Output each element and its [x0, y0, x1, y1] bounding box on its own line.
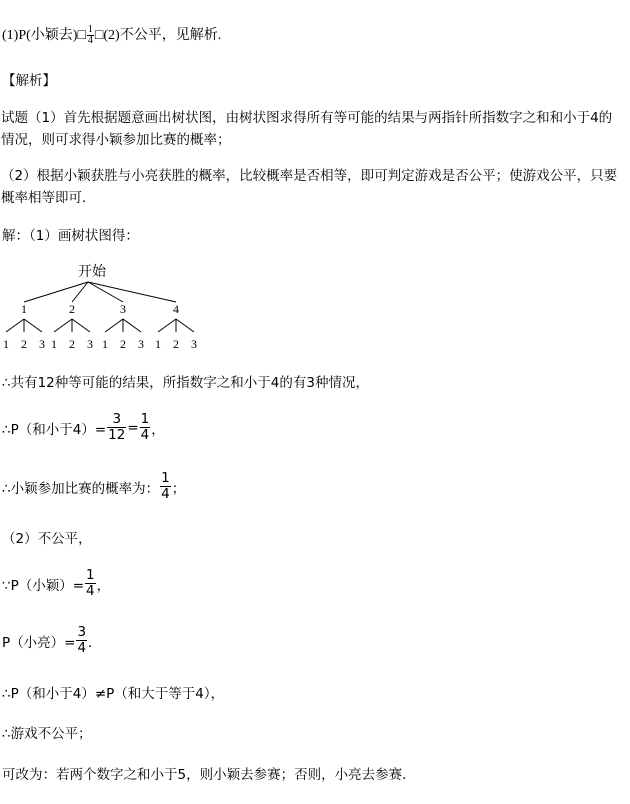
- tree-node-2: 2: [69, 302, 75, 316]
- tree-leaf-3-2: 2: [120, 337, 126, 351]
- solution-line-5: [2, 569, 110, 598]
- fraction-1-4: [160, 472, 171, 501]
- line6-prefix: P（小亮）=: [2, 634, 76, 651]
- solution-line-6: [2, 626, 102, 655]
- line2-prefix: ∴P（和小于4）=: [2, 421, 107, 438]
- placeholder-box: □: [77, 28, 86, 43]
- fraction-numerator: 3: [77, 624, 87, 640]
- fraction-denominator: 4: [87, 35, 93, 47]
- fraction-denominator: 4: [77, 639, 87, 656]
- tree-node-4: 4: [173, 302, 179, 316]
- tree-leaf-3-1: 1: [102, 337, 108, 351]
- tree-branch-4-1: [158, 319, 176, 332]
- placeholder-box: □: [94, 28, 104, 43]
- line3-prefix: ∴小颖参加比赛的概率为：: [2, 480, 160, 497]
- solution-line-9: 可改为：若两个数字之和小于5，则小颖去参赛；否则，小亮去参赛．: [2, 767, 416, 783]
- tree-branch-root-3: [88, 282, 123, 302]
- solution-line-8: ∴游戏不公平；: [2, 726, 92, 742]
- tree-branch-root-1: [24, 282, 88, 302]
- tree-branch-3-3: [123, 319, 141, 332]
- tree-leaf-2-2: 2: [69, 337, 75, 351]
- tree-branches: [6, 282, 194, 332]
- fraction-numerator: 3: [112, 411, 122, 427]
- tree-branch-2-1: [54, 319, 72, 332]
- fraction-denominator: 12: [108, 426, 126, 443]
- tree-node-1: 1: [21, 302, 27, 316]
- fraction-1-4: [140, 413, 151, 442]
- solution-line-4: （2）不公平，: [2, 531, 92, 547]
- tree-leaf-1-2: 2: [21, 337, 27, 351]
- fraction-denominator: 4: [86, 582, 95, 599]
- analysis-paragraph-2: （2）根据小颖获胜与小亮获胜的概率，比较概率是否相等，即可判定游戏是否公平；使游戏公平，只要概率相等即可．: [1, 168, 618, 206]
- tree-diagram: [0, 260, 220, 360]
- fraction-numerator: 1: [140, 411, 150, 427]
- tree-branch-2-3: [72, 319, 90, 332]
- answer-part1-prefix: (1)P(小颖去): [2, 28, 78, 43]
- solution-line-3: [2, 472, 185, 501]
- tree-leaf-4-3: 3: [191, 337, 197, 351]
- line6-suffix: ．: [88, 634, 102, 651]
- tree-leaf-4-2: 2: [173, 337, 179, 351]
- fraction-1-4: [85, 569, 96, 598]
- fraction-numerator: 1: [87, 24, 93, 36]
- tree-leaf-1-1: 1: [3, 337, 9, 351]
- fraction-numerator: 1: [86, 567, 95, 583]
- fraction-denominator: 4: [140, 426, 150, 443]
- solution-intro: 解：（1）画树状图得：: [2, 228, 139, 244]
- section-title: 【解析】: [2, 73, 56, 89]
- solution-line-1: ∴共有12种等可能的结果，所指数字之和小于4的有3种情况，: [2, 375, 369, 391]
- tree-leaf-nodes: [3, 337, 197, 351]
- tree-branch-1-1: [6, 319, 24, 332]
- tree-branch-3-1: [105, 319, 123, 332]
- solution-line-7: ∴P（和小于4）≠P（和大于等于4），: [2, 686, 225, 702]
- fraction-3-12: [107, 413, 126, 442]
- answer-fraction: [87, 25, 94, 46]
- tree-level1-nodes: [21, 302, 179, 316]
- line2-suffix: ，: [151, 421, 165, 438]
- tree-branch-root-4: [88, 282, 176, 302]
- tree-leaf-2-3: 3: [87, 337, 93, 351]
- answer-line: [2, 24, 221, 46]
- fraction-denominator: 4: [161, 485, 170, 502]
- line3-suffix: ；: [171, 480, 186, 497]
- tree-leaf-4-1: 1: [155, 337, 161, 351]
- fraction-numerator: 1: [161, 470, 170, 486]
- tree-branch-1-3: [24, 319, 42, 332]
- tree-branch-4-3: [176, 319, 194, 332]
- tree-leaf-3-3: 3: [138, 337, 144, 351]
- tree-node-3: 3: [120, 302, 126, 316]
- equals-sign: =: [127, 419, 139, 436]
- tree-leaf-2-1: 1: [51, 337, 57, 351]
- line5-suffix: ，: [96, 577, 111, 594]
- tree-root-label: 开始: [78, 265, 106, 280]
- line5-prefix: ∵P（小颖）=: [2, 577, 85, 594]
- fraction-3-4: [76, 626, 87, 655]
- tree-leaf-1-3: 3: [39, 337, 45, 351]
- solution-line-2: [2, 413, 165, 442]
- analysis-paragraph-1: 试题（1）首先根据题意画出树状图，由树状图求得所有等可能的结果与两指针所指数字之和和小于4的情况，则可求得小颖参加比赛的概率；: [1, 110, 613, 148]
- answer-part2: (2)不公平，见解析.: [103, 28, 222, 43]
